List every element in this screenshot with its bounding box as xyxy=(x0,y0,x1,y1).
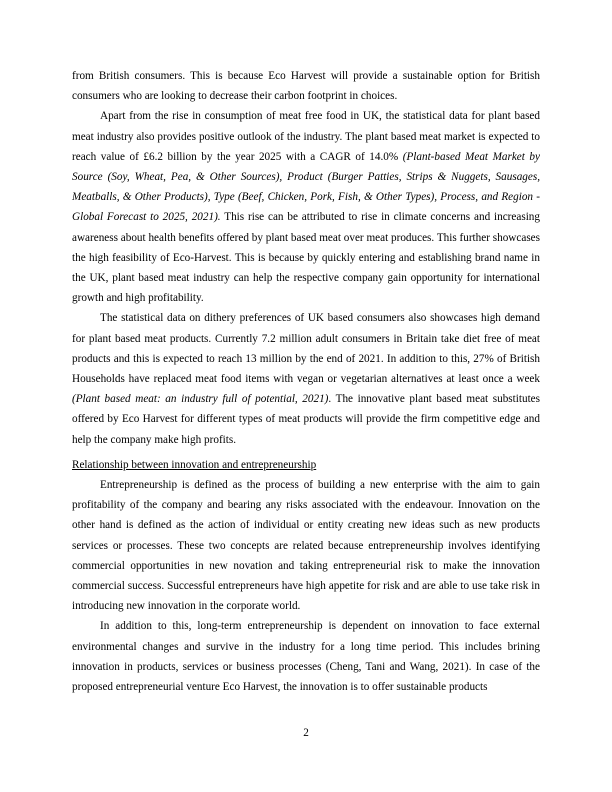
section-heading: Relationship between innovation and entrepreneurship xyxy=(72,458,317,471)
paragraph-2-text: Apart from the rise in consumption of meat free food in UK, the statistical data for plant based meat industry also provides positive outlook of the industry. The plant based meat market is expected to reach value of £6.2 billion by the year 2025 with a CAGR of 14.0% xyxy=(72,110,540,163)
page-number: 2 xyxy=(303,727,309,739)
paragraph-3-text: The statistical data on dithery preferences of UK based consumers also showcases high demand for plant based meat products. Currently 7.2 million adult consumers in Britain take diet free of meat products and this is expected to reach 13 million by the end of 2021. In addition to this, 27% of British Households have replaced meat food items with vegan or vegetarian alternatives at least once a week xyxy=(72,312,540,386)
paragraph-1-text: from British consumers. This is because Eco Harvest will provide a sustainable option for British consumers who are looking to decrease their carbon footprint in choices. xyxy=(72,70,540,103)
paragraph-3 xyxy=(72,308,540,449)
paragraph-2-citation: (Plant-based Meat Market by Source (Soy, Wheat, Pea, & Other Sources), Product (Burger Patties, Strips & Nuggets, Sausages, Meatballs, & Other Products), Type (Beef, Chicken, Pork, Fish, & Other Types), Process, and Region - Global Forecast to 2025, 2021). xyxy=(72,150,540,224)
section-paragraph-2: In addition to this, long-term entrepreneurship is dependent on innovation to face external environmental changes and survive in the industry for a long time period. This includes brining innovation in products, services or business processes (Cheng, Tani and Wang, 2021). In case of the proposed entrepreneurial venture Eco Harvest, the innovation is to offer sustainable products xyxy=(72,620,540,694)
paragraph-2-text-continued: This rise can be attributed to rise in climate concerns and increasing awareness about health benefits offered by plant based meat over meat produces. This further showcases the high feasibility of Eco-Harvest. This is because by quickly entering and establishing brand name in the UK, plant based meat industry can help the respective company gain opportunity for international growth and high profitability. xyxy=(72,211,540,305)
paragraph-1 xyxy=(72,66,540,106)
section-paragraph-1: Entrepreneurship is defined as the process of building a new enterprise with the aim to gain profitability of the company and bearing any risks associated with the endeavour. Innovation on the other hand is defined as the action of individual or entity creating new ideas such as new products services or processes. These two concepts are related because entrepreneurship involves identifying commercial opportunities in new novation and taking entrepreneurial risk to make the innovation commercial success. Successful entrepreneurs have high appetite for risk and are able to use take risk in introducing new innovation in the corporate world. xyxy=(72,479,540,613)
document-page xyxy=(72,66,540,697)
paragraph-2 xyxy=(72,106,540,308)
paragraph-3-citation: (Plant based meat: an industry full of potential, 2021) xyxy=(72,393,329,406)
paragraph-3-text-continued: . The innovative plant based meat substitutes offered by Eco Harvest for different types of meat products will provide the firm competitive edge and help the company make high profits. xyxy=(72,393,541,446)
